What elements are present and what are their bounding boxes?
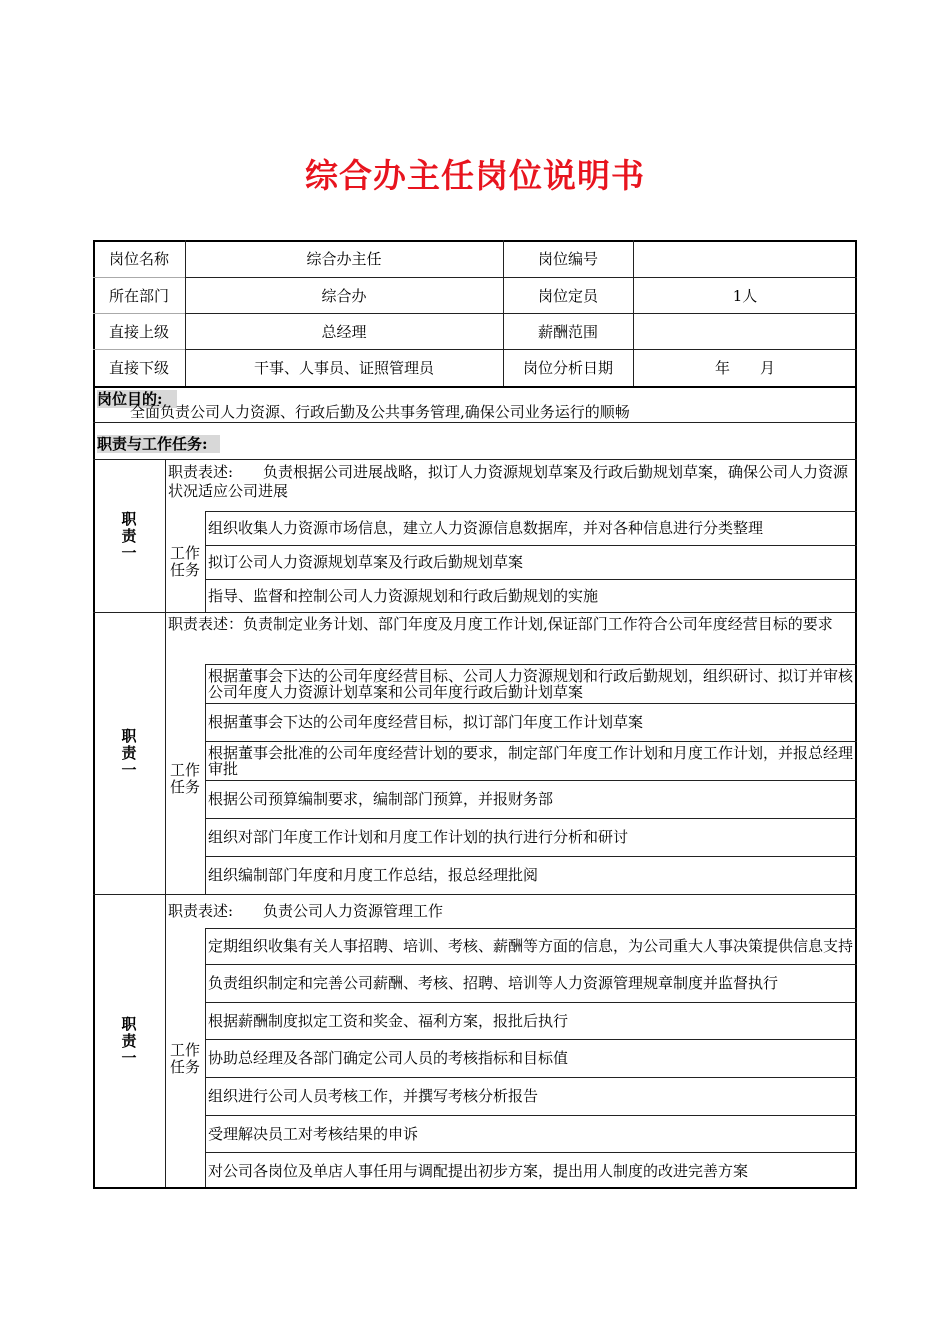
duty-label: 职责一 <box>121 726 137 779</box>
cell-label: 岗位编号 <box>537 250 598 268</box>
task-item: 组织对部门年度工作计划和月度工作计划的执行进行分析和研讨 <box>208 828 629 846</box>
task-item: 负责组织制定和完善公司薪酬、考核、招聘、培训等人力资源管理规章制度并监督执行 <box>208 974 779 992</box>
task-label: 工作任务 <box>169 761 200 796</box>
border-line <box>185 313 857 314</box>
border-line <box>205 856 857 857</box>
task-item: 根据董事会下达的公司年度经营目标、公司人力资源规划和行政后勤规划，组织研讨、拟订并审核公司年度人力资源计划草案和公司年度行政后勤计划草案 <box>208 666 854 701</box>
cell-label: 所在部门 <box>108 286 169 305</box>
border-line <box>205 545 857 546</box>
border-line <box>185 349 857 350</box>
cell-label: 岗位定员 <box>537 286 598 305</box>
cell-label: 岗位分析日期 <box>522 359 613 377</box>
duty-statement: 职责表述：负责制定业务计划、部门年度及月度工作计划,保证部门工作符合公司年度经营目标的要求 <box>168 615 833 633</box>
border-line <box>205 964 857 965</box>
duties-header: 职责与工作任务: <box>97 433 220 454</box>
task-item: 组织编制部门年度和月度工作总结，报总经理批阅 <box>208 866 539 884</box>
task-item: 根据薪酬制度拟定工资和奖金、福利方案，报批后执行 <box>208 1011 569 1030</box>
border-line <box>205 703 857 704</box>
border-line <box>93 422 857 423</box>
border-line <box>93 349 185 350</box>
task-item: 对公司各岗位及单店人事任用与调配提出初步方案，提出用人制度的改进完善方案 <box>208 1161 749 1180</box>
cell-value: 总经理 <box>321 322 367 341</box>
cell-value <box>633 240 857 277</box>
cell-value: 年 月 <box>714 359 775 377</box>
border-line <box>205 511 206 612</box>
task-item: 根据公司预算编制要求，编制部门预算，并报财务部 <box>208 790 554 808</box>
border-line <box>205 664 857 665</box>
border-line <box>205 664 206 894</box>
cell-value: 1人 <box>732 286 758 305</box>
border-line <box>205 818 857 819</box>
purpose-label: 岗位目的: <box>97 388 177 409</box>
border-line <box>93 894 857 895</box>
border-line <box>185 240 186 386</box>
border-line <box>205 579 857 580</box>
task-item: 指导、监督和控制公司人力资源规划和行政后勤规划的实施 <box>208 586 599 605</box>
border-line <box>855 240 857 1189</box>
border-line <box>205 1039 857 1040</box>
task-label: 工作任务 <box>169 543 200 579</box>
border-line <box>93 240 95 1189</box>
border-line <box>205 928 206 1189</box>
cell-label: 薪酬范围 <box>537 322 598 341</box>
cell-value: 综合办 <box>321 286 367 305</box>
border-line <box>205 1115 857 1116</box>
border-line <box>205 511 857 512</box>
cell-label: 直接上级 <box>108 322 169 341</box>
task-item: 协助总经理及各部门确定公司人员的考核指标和目标值 <box>208 1049 569 1067</box>
border-line <box>93 277 185 278</box>
border-line <box>165 459 166 1189</box>
border-line <box>633 240 634 386</box>
task-item: 根据董事会批准的公司年度经营计划的要求，制定部门年度工作计划和月度工作计划，并报总经理审批 <box>208 743 854 778</box>
duty-label: 职责一 <box>121 509 137 562</box>
task-item: 组织收集人力资源市场信息，建立人力资源信息数据库，并对各种信息进行分类整理 <box>208 519 764 537</box>
purpose-text: 全面负责公司人力资源、行政后勤及公共事务管理,确保公司业务运行的顺畅 <box>130 403 630 421</box>
border-line <box>93 612 857 613</box>
task-label: 工作任务 <box>169 1040 200 1076</box>
border-line <box>205 741 857 742</box>
border-line <box>205 928 857 929</box>
border-line <box>93 386 857 388</box>
task-item: 定期组织收集有关人事招聘、培训、考核、薪酬等方面的信息，为公司重大人事决策提供信息支持 <box>208 937 854 955</box>
border-line <box>205 1077 857 1078</box>
border-line <box>93 459 857 460</box>
task-item: 根据董事会下达的公司年度经营目标，拟订部门年度工作计划草案 <box>208 713 644 731</box>
cell-label: 直接下级 <box>108 359 169 377</box>
cell-value: 综合办主任 <box>306 250 382 268</box>
duty-statement: 职责表述: 负责公司人力资源管理工作 <box>168 902 444 920</box>
border-line <box>93 240 857 242</box>
duty-label: 职责一 <box>121 1015 137 1067</box>
border-line <box>93 1187 857 1189</box>
task-item: 组织进行公司人员考核工作，并撰写考核分析报告 <box>208 1087 539 1105</box>
border-line <box>205 780 857 781</box>
border-line <box>185 277 857 278</box>
job-description-table <box>93 240 857 1189</box>
border-line <box>205 1002 857 1003</box>
page-title: 综合办主任岗位说明书 <box>305 156 645 195</box>
border-line <box>205 1152 857 1153</box>
border-line <box>93 313 185 314</box>
task-item: 拟订公司人力资源规划草案及行政后勤规划草案 <box>208 553 524 571</box>
cell-value: 干事、人事员、证照管理员 <box>253 359 434 377</box>
border-line <box>503 240 504 386</box>
cell-value <box>633 313 857 349</box>
duty-statement: 职责表述: 负责根据公司进展战略，拟订人力资源规划草案及行政后勤规划草案，确保公司人力资源状况适应公司进展 <box>168 463 849 500</box>
cell-label: 岗位名称 <box>108 250 169 268</box>
task-item: 受理解决员工对考核结果的申诉 <box>208 1124 419 1143</box>
